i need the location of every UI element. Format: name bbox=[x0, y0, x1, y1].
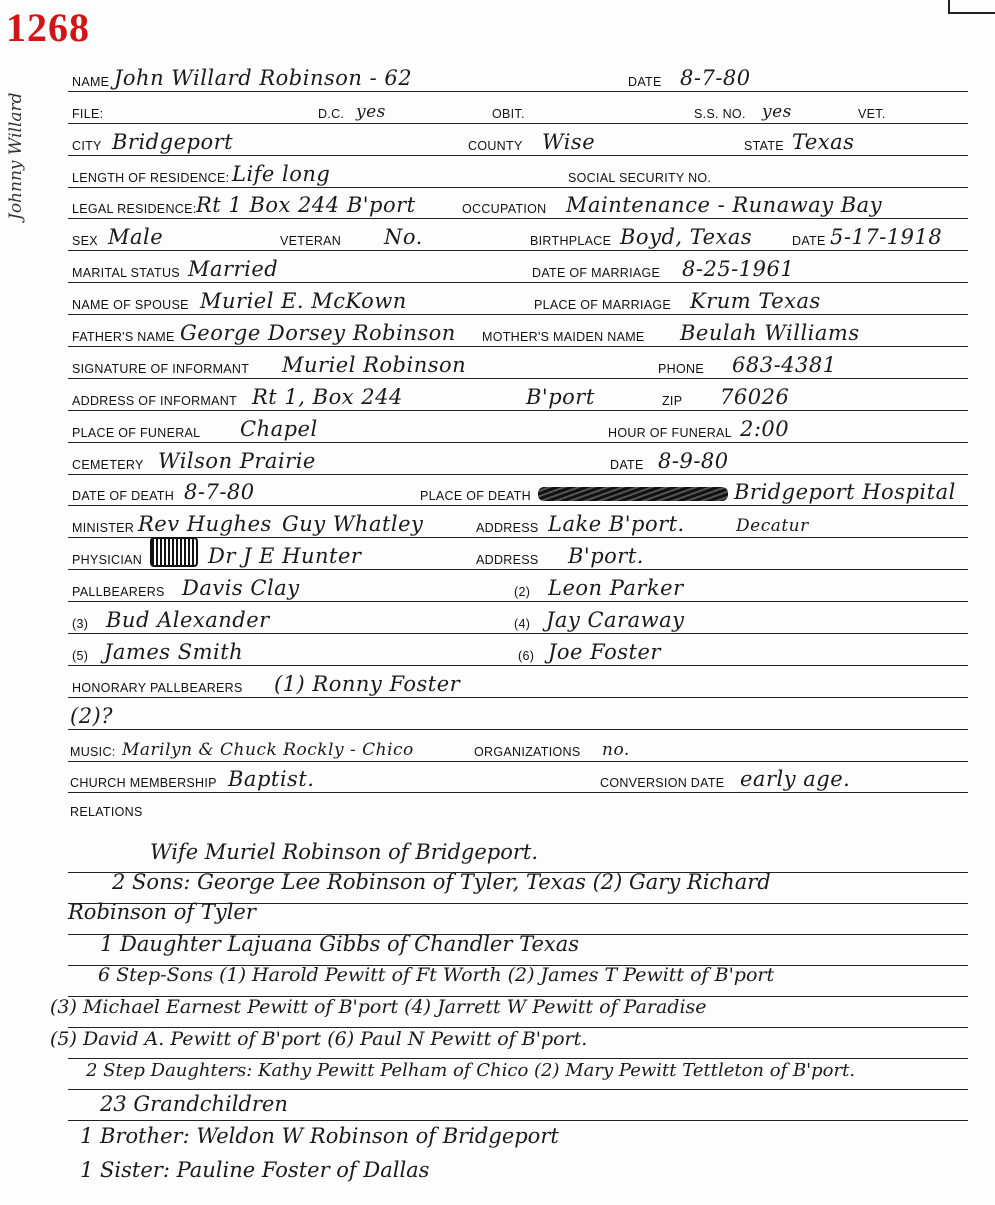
row-spouse bbox=[68, 283, 968, 315]
value-place-funeral: Chapel bbox=[240, 416, 318, 441]
label-county: COUNTY bbox=[468, 138, 523, 153]
label-occupation: OCCUPATION bbox=[462, 202, 547, 217]
value-mother: Beulah Williams bbox=[680, 321, 860, 346]
label-place-funeral: PLACE OF FUNERAL bbox=[72, 425, 201, 440]
side-note: Johnny Willard bbox=[6, 92, 26, 220]
label-spouse: NAME OF SPOUSE bbox=[72, 298, 189, 313]
relation-line: Robinson of Tyler bbox=[68, 900, 256, 924]
value-minister-address-2: Decatur bbox=[736, 516, 809, 537]
value-phone: 683-4381 bbox=[732, 352, 837, 377]
value-city: Bridgeport bbox=[112, 129, 234, 154]
value-legal-residence: Rt 1 Box 244 B'port bbox=[196, 193, 416, 218]
value-pallbearer-3: Bud Alexander bbox=[106, 608, 270, 633]
value-date-death: 8-7-80 bbox=[184, 480, 255, 505]
row-honorary-2 bbox=[68, 698, 968, 730]
value-ssno: yes bbox=[762, 101, 792, 122]
label-pallbearers: PALLBEARERS bbox=[72, 585, 165, 600]
crossed-out-text bbox=[538, 487, 728, 501]
corner-mark bbox=[948, 0, 995, 14]
value-state: Texas bbox=[792, 129, 855, 154]
label-organizations: ORGANIZATIONS bbox=[474, 744, 581, 759]
row-cemetery bbox=[68, 443, 968, 475]
value-occupation: Maintenance - Runaway Bay bbox=[566, 193, 883, 218]
label-cemetery-date: DATE bbox=[610, 457, 644, 472]
label-physician-address: ADDRESS bbox=[476, 553, 539, 568]
label-birthplace: BIRTHPLACE bbox=[530, 234, 612, 249]
value-pallbearer-2: Leon Parker bbox=[548, 576, 684, 601]
value-birthplace: Boyd, Texas bbox=[620, 225, 753, 250]
value-name: John Willard Robinson - 62 bbox=[114, 65, 413, 90]
relation-line: 6 Step-Sons (1) Harold Pewitt of Ft Worth (2) James T Pewitt of B'port bbox=[98, 964, 775, 986]
relation-line: 1 Brother: Weldon W Robinson of Bridgeport bbox=[80, 1124, 559, 1148]
relation-line: 23 Grandchildren bbox=[100, 1092, 288, 1116]
label-social-security: SOCIAL SECURITY NO. bbox=[568, 170, 712, 185]
label-mother: MOTHER'S MAIDEN NAME bbox=[482, 330, 645, 345]
label-city: CITY bbox=[72, 138, 102, 153]
row-pallbearers-3 bbox=[68, 634, 968, 666]
label-honorary: HONORARY PALLBEARERS bbox=[72, 680, 243, 695]
label-date: DATE bbox=[628, 74, 662, 89]
relation-line: 2 Sons: George Lee Robinson of Tyler, Texas (2) Gary Richard bbox=[112, 870, 771, 894]
label-address-informant: ADDRESS OF INFORMANT bbox=[72, 393, 238, 408]
relation-line: (3) Michael Earnest Pewitt of B'port (4) Jarrett W Pewitt of Paradise bbox=[50, 996, 707, 1018]
row-file bbox=[68, 92, 968, 124]
label-pallbearer-5: (5) bbox=[72, 648, 89, 663]
row-honorary bbox=[68, 666, 968, 698]
label-veteran: VETERAN bbox=[280, 234, 342, 249]
value-cemetery: Wilson Prairie bbox=[158, 448, 316, 473]
label-date-death: DATE OF DEATH bbox=[72, 489, 175, 504]
label-state: STATE bbox=[744, 138, 784, 153]
row-physician bbox=[68, 538, 968, 570]
relations-rule bbox=[68, 1089, 968, 1090]
label-church: CHURCH MEMBERSHIP bbox=[70, 776, 217, 791]
label-obit: OBIT. bbox=[492, 106, 525, 121]
row-name bbox=[68, 60, 968, 92]
label-place-death: PLACE OF DEATH bbox=[420, 489, 531, 504]
relation-line: (5) David A. Pewitt of B'port (6) Paul N Pewitt of B'port. bbox=[50, 1028, 588, 1050]
value-spouse: Muriel E. McKown bbox=[200, 289, 407, 314]
label-minister-address: ADDRESS bbox=[476, 521, 539, 536]
value-minister-address: Lake B'port. bbox=[548, 512, 685, 537]
value-address-informant: Rt 1, Box 244 bbox=[252, 384, 403, 409]
row-length-residence bbox=[68, 156, 968, 188]
row-father bbox=[68, 315, 968, 347]
row-relations-heading bbox=[68, 793, 968, 823]
row-signature-informant bbox=[68, 347, 968, 379]
label-hour-funeral: HOUR OF FUNERAL bbox=[608, 425, 732, 440]
value-honorary: (1) Ronny Foster bbox=[274, 671, 461, 696]
row-place-funeral bbox=[68, 411, 968, 443]
value-father: George Dorsey Robinson bbox=[180, 321, 456, 346]
relations-rule bbox=[68, 1120, 968, 1121]
row-city bbox=[68, 124, 968, 156]
value-length-residence: Life long bbox=[232, 161, 331, 186]
label-sex: SEX bbox=[72, 234, 98, 249]
relation-line: 1 Sister: Pauline Foster of Dallas bbox=[80, 1158, 430, 1182]
relation-line: 1 Daughter Lajuana Gibbs of Chandler Texas bbox=[100, 932, 580, 956]
funeral-record-form bbox=[68, 60, 968, 823]
row-address-informant bbox=[68, 379, 968, 411]
label-phone: PHONE bbox=[658, 361, 704, 376]
row-minister bbox=[68, 506, 968, 538]
value-pallbearer-1: Davis Clay bbox=[182, 576, 300, 601]
value-signature-informant: Muriel Robinson bbox=[282, 352, 467, 377]
row-legal-residence bbox=[68, 188, 968, 220]
record-number: 1268 bbox=[6, 5, 90, 50]
value-hour-funeral: 2:00 bbox=[740, 416, 790, 441]
value-physician-address: B'port. bbox=[568, 544, 644, 569]
relations-rule bbox=[68, 1058, 968, 1059]
label-minister: MINISTER bbox=[72, 521, 135, 536]
label-name: NAME bbox=[72, 74, 110, 89]
label-date-marriage: DATE OF MARRIAGE bbox=[532, 266, 661, 281]
value-veteran: No. bbox=[384, 225, 423, 250]
value-birth-date: 5-17-1918 bbox=[830, 225, 943, 250]
label-place-marriage: PLACE OF MARRIAGE bbox=[534, 298, 672, 313]
label-conversion: CONVERSION DATE bbox=[600, 776, 725, 791]
label-ssno: S.S. NO. bbox=[694, 106, 746, 121]
label-legal-residence: LEGAL RESIDENCE: bbox=[72, 202, 197, 217]
label-father: FATHER'S NAME bbox=[72, 330, 175, 345]
value-pallbearer-4: Jay Caraway bbox=[546, 608, 685, 633]
value-place-death: Bridgeport Hospital bbox=[734, 480, 956, 505]
row-sex bbox=[68, 219, 968, 251]
value-pallbearer-5: James Smith bbox=[104, 639, 244, 664]
label-zip: ZIP bbox=[662, 393, 683, 408]
value-sex: Male bbox=[108, 225, 164, 250]
label-file: FILE: bbox=[72, 106, 104, 121]
relation-line: 2 Step Daughters: Kathy Pewitt Pelham of Chico (2) Mary Pewitt Tettleton of B'port. bbox=[86, 1060, 856, 1081]
value-address-city: B'port bbox=[526, 384, 595, 409]
value-church: Baptist. bbox=[228, 767, 315, 792]
label-pallbearer-2: (2) bbox=[514, 585, 531, 600]
value-minister: Rev Hughes bbox=[138, 512, 272, 537]
value-honorary-2: (2)? bbox=[70, 703, 114, 728]
label-marital: MARITAL STATUS bbox=[72, 266, 180, 281]
row-church bbox=[68, 762, 968, 794]
row-date-death bbox=[68, 475, 968, 507]
relation-line: Wife Muriel Robinson of Bridgeport. bbox=[150, 840, 538, 864]
row-pallbearers-1 bbox=[68, 570, 968, 602]
row-marital bbox=[68, 251, 968, 283]
label-cemetery: CEMETERY bbox=[72, 457, 144, 472]
value-dc: yes bbox=[356, 101, 386, 122]
label-birth-date: DATE bbox=[792, 234, 826, 249]
value-cemetery-date: 8-9-80 bbox=[658, 448, 729, 473]
label-vet: VET. bbox=[858, 106, 886, 121]
label-dc: D.C. bbox=[318, 106, 345, 121]
label-relations: RELATIONS bbox=[70, 805, 143, 820]
scribbled-out-mark bbox=[150, 537, 198, 567]
value-conversion: early age. bbox=[740, 767, 851, 792]
row-music bbox=[68, 730, 968, 762]
value-physician: Dr J E Hunter bbox=[208, 544, 362, 569]
label-pallbearer-3: (3) bbox=[72, 617, 89, 632]
value-date-marriage: 8-25-1961 bbox=[682, 257, 795, 282]
value-county: Wise bbox=[542, 129, 596, 154]
value-organizations: no. bbox=[602, 739, 630, 760]
label-pallbearer-4: (4) bbox=[514, 617, 531, 632]
value-pallbearer-6: Joe Foster bbox=[548, 639, 661, 664]
value-minister-2: Guy Whatley bbox=[282, 512, 424, 537]
value-zip: 76026 bbox=[720, 384, 790, 409]
label-signature-informant: SIGNATURE OF INFORMANT bbox=[72, 361, 250, 376]
value-marital: Married bbox=[188, 257, 279, 282]
value-place-marriage: Krum Texas bbox=[690, 289, 821, 314]
row-pallbearers-2 bbox=[68, 602, 968, 634]
value-date: 8-7-80 bbox=[680, 65, 751, 90]
value-music: Marilyn & Chuck Rockly - Chico bbox=[122, 739, 414, 760]
label-length-residence: LENGTH OF RESIDENCE: bbox=[72, 170, 230, 185]
label-physician: PHYSICIAN bbox=[72, 553, 143, 568]
label-music: MUSIC: bbox=[70, 744, 116, 759]
label-pallbearer-6: (6) bbox=[518, 648, 535, 663]
